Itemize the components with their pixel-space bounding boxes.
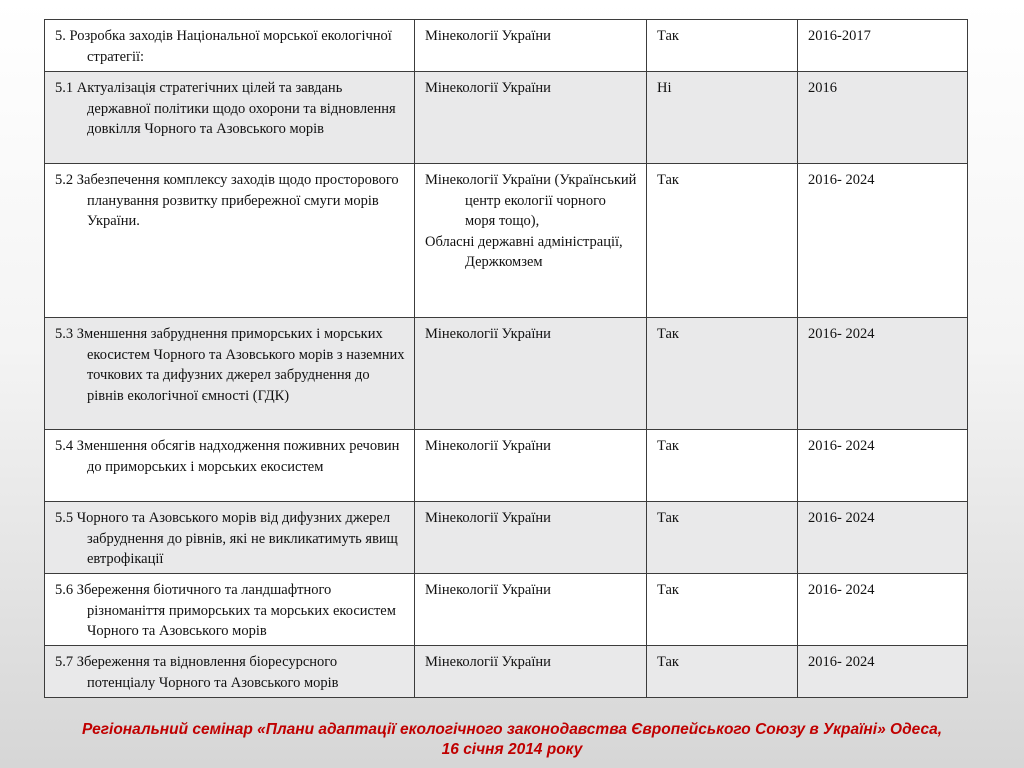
period-cell: 2016 <box>798 72 968 164</box>
period-cell: 2016- 2024 <box>798 430 968 502</box>
measure-cell: 5.7 Збереження та відновлення біоресурсного потенціалу Чорного та Азовського морів <box>45 646 415 698</box>
period-cell: 2016- 2024 <box>798 318 968 430</box>
table-row <box>45 430 968 502</box>
funding-cell: Ні <box>647 72 798 164</box>
responsible-cell: Мінекології України <box>415 574 647 646</box>
seminar-footer <box>0 720 1024 760</box>
table-row <box>45 646 968 698</box>
table-row <box>45 502 968 574</box>
period-cell: 2016- 2024 <box>798 646 968 698</box>
funding-cell: Так <box>647 646 798 698</box>
funding-cell: Так <box>647 164 798 318</box>
funding-cell: Так <box>647 318 798 430</box>
period-cell: 2016- 2024 <box>798 574 968 646</box>
responsible-cell: Мінекології України (Український центр екології чорного моря тощо), Обласні державні адміністрації, Держкомзем <box>415 164 647 318</box>
footer-line-2: 16 січня 2014 року <box>441 741 583 758</box>
measure-cell: 5.5 Чорного та Азовського морів від дифузних джерел забруднення до рівнів, які не викликатимуть явищ евтрофікації <box>45 502 415 574</box>
funding-cell: Так <box>647 20 798 72</box>
responsible-cell: Мінекології України <box>415 502 647 574</box>
table-row <box>45 20 968 72</box>
responsible-cell: Мінекології України <box>415 72 647 164</box>
funding-cell: Так <box>647 430 798 502</box>
measure-cell: 5.3 Зменшення забруднення приморських і морських екосистем Чорного та Азовського морів з наземних точкових та дифузних джерел забруднення до рівнів екологічної ємності (ГДК) <box>45 318 415 430</box>
table-row <box>45 164 968 318</box>
period-cell: 2016-2017 <box>798 20 968 72</box>
responsible-cell: Мінекології України <box>415 430 647 502</box>
table-row <box>45 574 968 646</box>
responsible-cell: Мінекології України <box>415 646 647 698</box>
measure-cell: 5.1 Актуалізація стратегічних цілей та завдань державної політики щодо охорони та відновлення довкілля Чорного та Азовського морів <box>45 72 415 164</box>
responsible-cell: Мінекології України <box>415 20 647 72</box>
measure-cell: 5.2 Забезпечення комплексу заходів щодо просторового планування розвитку прибережної смуги морів України. <box>45 164 415 318</box>
measure-cell: 5.6 Збереження біотичного та ландшафтного різноманіття приморських та морських екосистем Чорного та Азовського морів <box>45 574 415 646</box>
period-cell: 2016- 2024 <box>798 164 968 318</box>
table-row <box>45 318 968 430</box>
period-cell: 2016- 2024 <box>798 502 968 574</box>
measure-cell: 5. Розробка заходів Національної морської екологічної стратегії: <box>45 20 415 72</box>
measure-cell: 5.4 Зменшення обсягів надходження поживних речовин до приморських і морських екосистем <box>45 430 415 502</box>
funding-cell: Так <box>647 574 798 646</box>
footer-line-1: Регіональний семінар «Плани адаптації екологічного законодавства Європейського Союзу в Україні» Одеса, <box>81 721 943 738</box>
measures-table <box>44 19 968 698</box>
funding-cell: Так <box>647 502 798 574</box>
table-row <box>45 72 968 164</box>
responsible-cell: Мінекології України <box>415 318 647 430</box>
